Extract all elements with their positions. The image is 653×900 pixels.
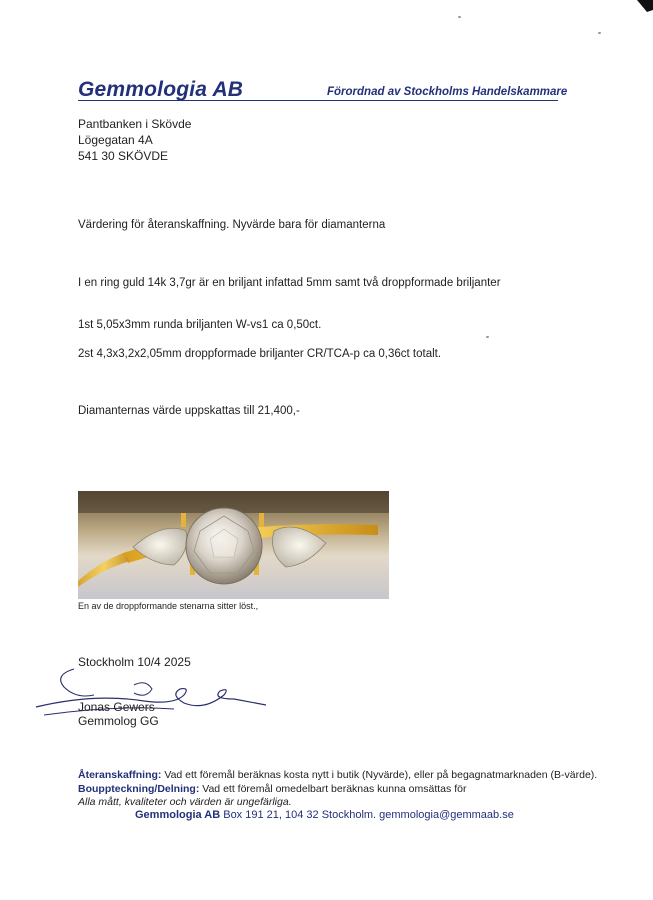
recipient-postal: 541 30 SKÖVDE xyxy=(78,149,169,163)
recipient-street: Lögegatan 4A xyxy=(78,133,153,147)
footer-replacement-label: Återanskaffning: xyxy=(78,769,162,781)
scan-speck xyxy=(486,336,489,338)
signer-title: Gemmolog GG xyxy=(78,714,159,728)
signer-name: Jonas Gewers xyxy=(78,700,155,714)
footer-estate-text: Vad ett föremål omedelbart beräknas kunna omsättas för xyxy=(199,783,467,795)
footer-estate-label: Bouppteckning/Delning: xyxy=(78,783,200,795)
scan-speck xyxy=(458,16,461,18)
accreditation-text: Förordnad av Stockholms Handelskammare xyxy=(327,86,568,98)
valuation-amount: Diamanternas värde uppskattas till 21,400,- xyxy=(78,405,300,417)
footer-estate-definition xyxy=(78,783,466,795)
valuation-purpose: Värdering för återanskaffning. Nyvärde bara för diamanterna xyxy=(78,219,386,231)
footer-replacement-text: Vad ett föremål beräknas kosta nytt i butik (Nyvärde), eller på begagnatmarknaden (B-värde). xyxy=(161,769,598,781)
footer-replacement-definition xyxy=(78,769,597,781)
stone-2-spec: 2st 4,3x3,2x2,05mm droppformade briljanter CR/TCA-p ca 0,36ct totalt. xyxy=(78,348,442,360)
footer-company-name: Gemmologia AB xyxy=(135,809,221,821)
recipient-name: Pantbanken i Skövde xyxy=(78,117,192,131)
place-date: Stockholm 10/4 2025 xyxy=(78,655,191,669)
header-rule xyxy=(78,100,558,101)
footer-address: Box 191 21, 104 32 Stockholm. gemmologia@gemmaab.se xyxy=(220,809,514,821)
footer-contact xyxy=(135,809,514,821)
ring-photo xyxy=(78,491,389,599)
company-name: Gemmologia AB xyxy=(78,78,244,101)
footer-disclaimer: Alla mått, kvaliteter och värden är ungefärliga. xyxy=(78,796,292,808)
photo-caption: En av de droppformande stenarna sitter löst., xyxy=(78,601,259,611)
scan-speck xyxy=(598,32,601,34)
scan-corner-mark xyxy=(633,0,653,12)
ring-description: I en ring guld 14k 3,7gr är en briljant infattad 5mm samt två droppformade briljanter xyxy=(78,277,501,289)
stone-1-spec: 1st 5,05x3mm runda briljanten W-vs1 ca 0,50ct. xyxy=(78,319,322,331)
